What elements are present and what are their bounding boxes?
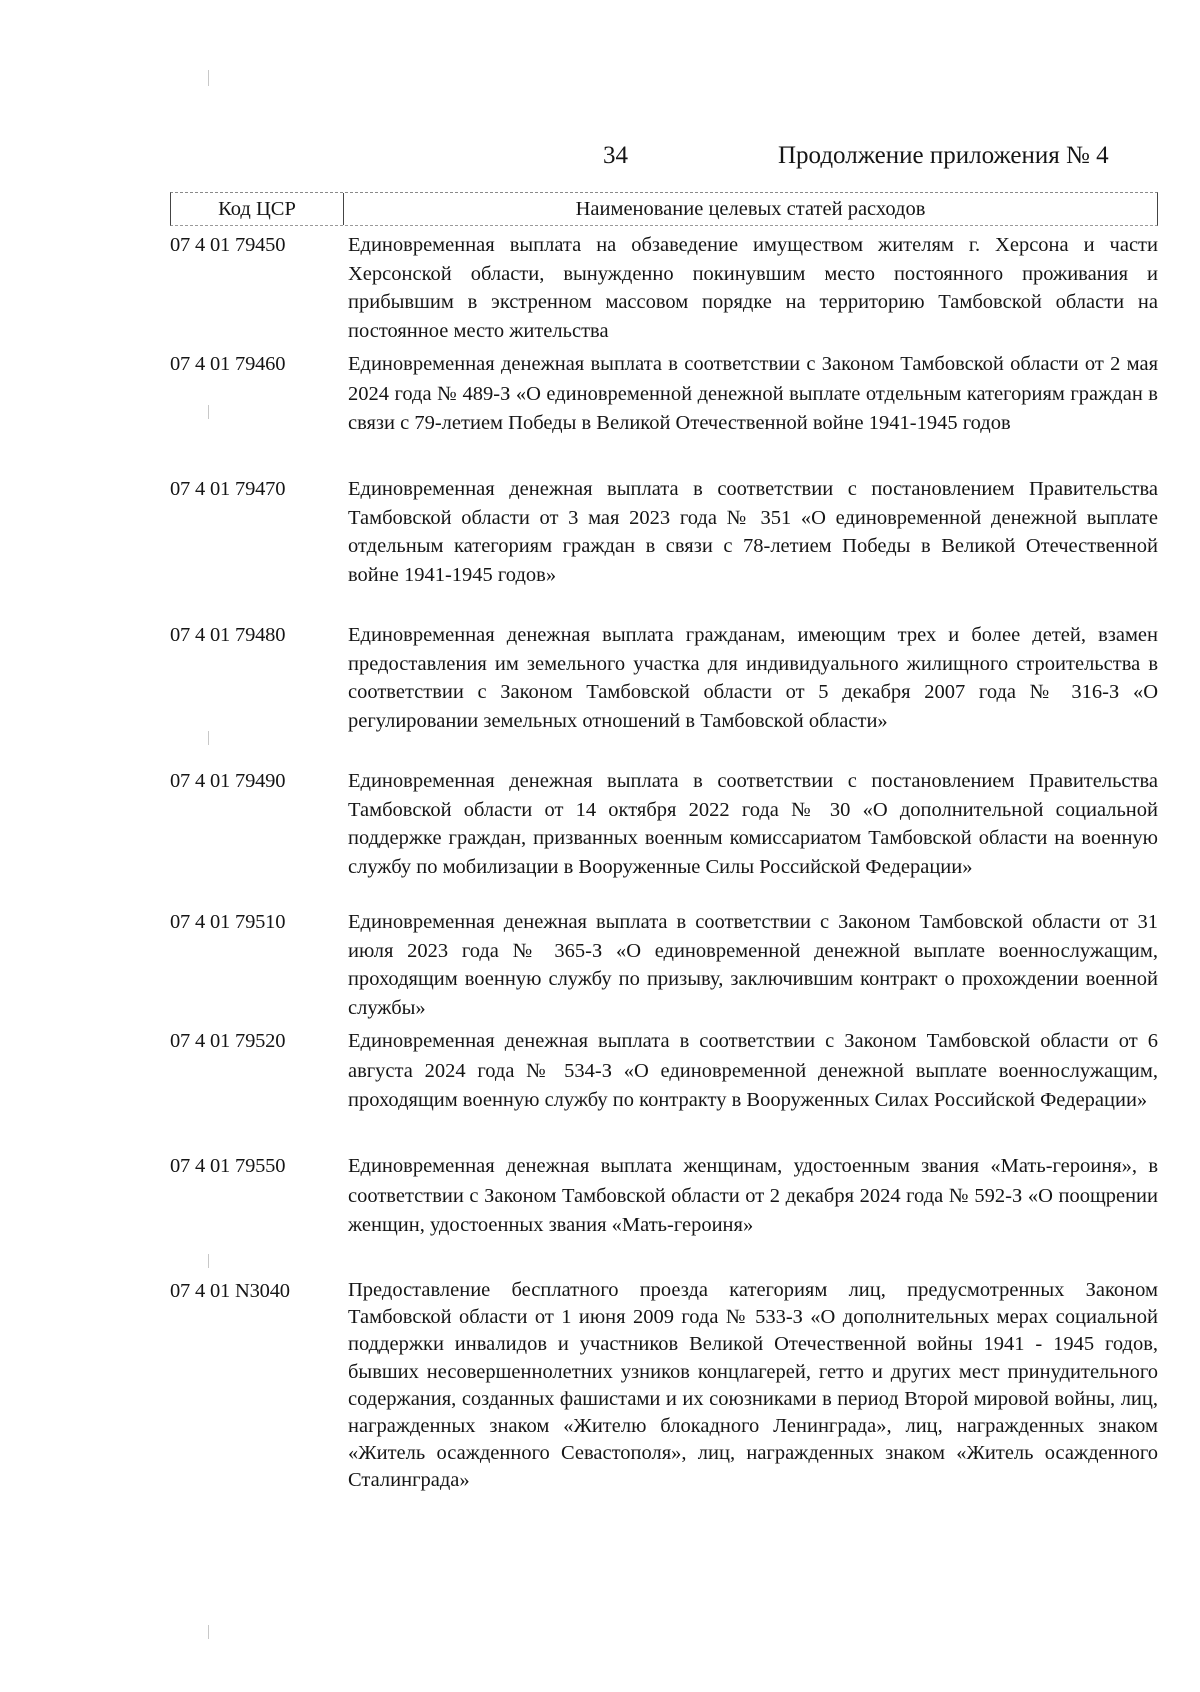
row-code: 07 4 01 79450 [170, 234, 286, 256]
table-body [170, 226, 1158, 1558]
table-row [170, 1272, 1158, 1558]
table-header [170, 192, 1158, 226]
table-row [170, 345, 1158, 470]
row-name: Единовременная денежная выплата гражданам, имеющим трех и более детей, взамен предоставления им земельного участка для индивидуального жилищного строительства в соответствии с Законом Тамбовской области от 5 декабря 2007 года № 316-З «О регулировании земельных отношений в Тамбовской области» [348, 624, 1158, 732]
column-header-name: Наименование целевых статей расходов [575, 198, 926, 220]
row-name: Единовременная денежная выплата в соответствии с Законом Тамбовской области от 6 августа 2024 года № 534-З «О единовременной денежной выплате военнослужащим, проходящим военную службу по контракту в Вооруженных Силах Российской Федерации» [348, 1030, 1158, 1112]
row-code: 07 4 01 79460 [170, 353, 286, 375]
row-name: Единовременная денежная выплата в соответствии с постановлением Правительства Тамбовской области от 14 октября 2022 года № 30 «О дополнительной социальной поддержке граждан, призванных военным комиссариатом Тамбовской области на военную службу по мобилизации в Вооруженные Силы Российской Федерации» [348, 770, 1158, 878]
row-name: Единовременная выплата на обзаведение имуществом жителям г. Херсона и части Херсонской области, вынужденно покинувшим место постоянного проживания и прибывшим в экстренном массовом порядке на территорию Тамбовской области на постоянное место жительства [348, 234, 1158, 342]
row-code: 07 4 01 N3040 [170, 1280, 290, 1302]
scan-artifact [208, 1625, 209, 1639]
row-name: Единовременная денежная выплата женщинам, удостоенным звания «Мать-героиня», в соответствии с Законом Тамбовской области от 2 декабря 2024 года № 592-З «О поощрении женщин, удостоенных звания «Мать-героиня» [348, 1155, 1158, 1237]
scan-artifact [208, 70, 209, 86]
row-code: 07 4 01 79550 [170, 1155, 286, 1177]
row-code: 07 4 01 79520 [170, 1030, 286, 1052]
table-row [170, 616, 1158, 762]
row-name: Единовременная денежная выплата в соответствии с постановлением Правительства Тамбовской области от 3 мая 2023 года № 351 «О единовременной денежной выплате отдельным категориям граждан в связи с 78-летием Победы в Великой Отечественной войне 1941-1945 годов» [348, 478, 1158, 586]
scan-artifact [208, 1254, 209, 1268]
appendix-continuation-caption: Продолжение приложения № 4 [778, 142, 1109, 169]
table-row [170, 1022, 1158, 1147]
table-row [170, 470, 1158, 616]
column-header-code: Код ЦСР [171, 193, 344, 225]
row-code: 07 4 01 79490 [170, 770, 286, 792]
scan-artifact [208, 405, 209, 419]
table-row [170, 903, 1158, 1022]
row-name: Единовременная денежная выплата в соответствии с Законом Тамбовской области от 2 мая 2024 года № 489-З «О единовременной денежной выплате отдельным категориям граждан в связи с 79-летием Победы в Великой Отечественной войне 1941-1945 годов [348, 353, 1158, 435]
row-code: 07 4 01 79480 [170, 624, 286, 646]
row-name: Предоставление бесплатного проезда категориям лиц, предусмотренных Законом Тамбовской области от 1 июня 2009 года № 533-З «О дополнительных мерах социальной поддержки инвалидов и участников Великой Отечественной войны 1941 - 1945 годов, бывших несовершеннолетних узников концлагерей, гетто и других мест принудительного содержания, созданных фашистами и их союзниками в период Второй мировой войны, лиц, награжденных знаком «Жителю блокадного Ленинграда», лиц, награжденных знаком «Житель осажденного Севастополя», лиц, награжденных знаком «Житель осажденного Сталинграда» [348, 1279, 1158, 1492]
row-code: 07 4 01 79470 [170, 478, 286, 500]
page-number: 34 [603, 142, 628, 169]
expense-items-table [170, 192, 1158, 1558]
row-name: Единовременная денежная выплата в соответствии с Законом Тамбовской области от 31 июля 2023 года № 365-З «О единовременной денежной выплате военнослужащим, проходящим военную службу по призыву, заключившим контракт о прохождении военной службы» [348, 911, 1158, 1019]
table-row [170, 762, 1158, 903]
row-code: 07 4 01 79510 [170, 911, 286, 933]
scan-artifact [208, 731, 209, 745]
table-row [170, 1147, 1158, 1272]
table-row [170, 226, 1158, 345]
